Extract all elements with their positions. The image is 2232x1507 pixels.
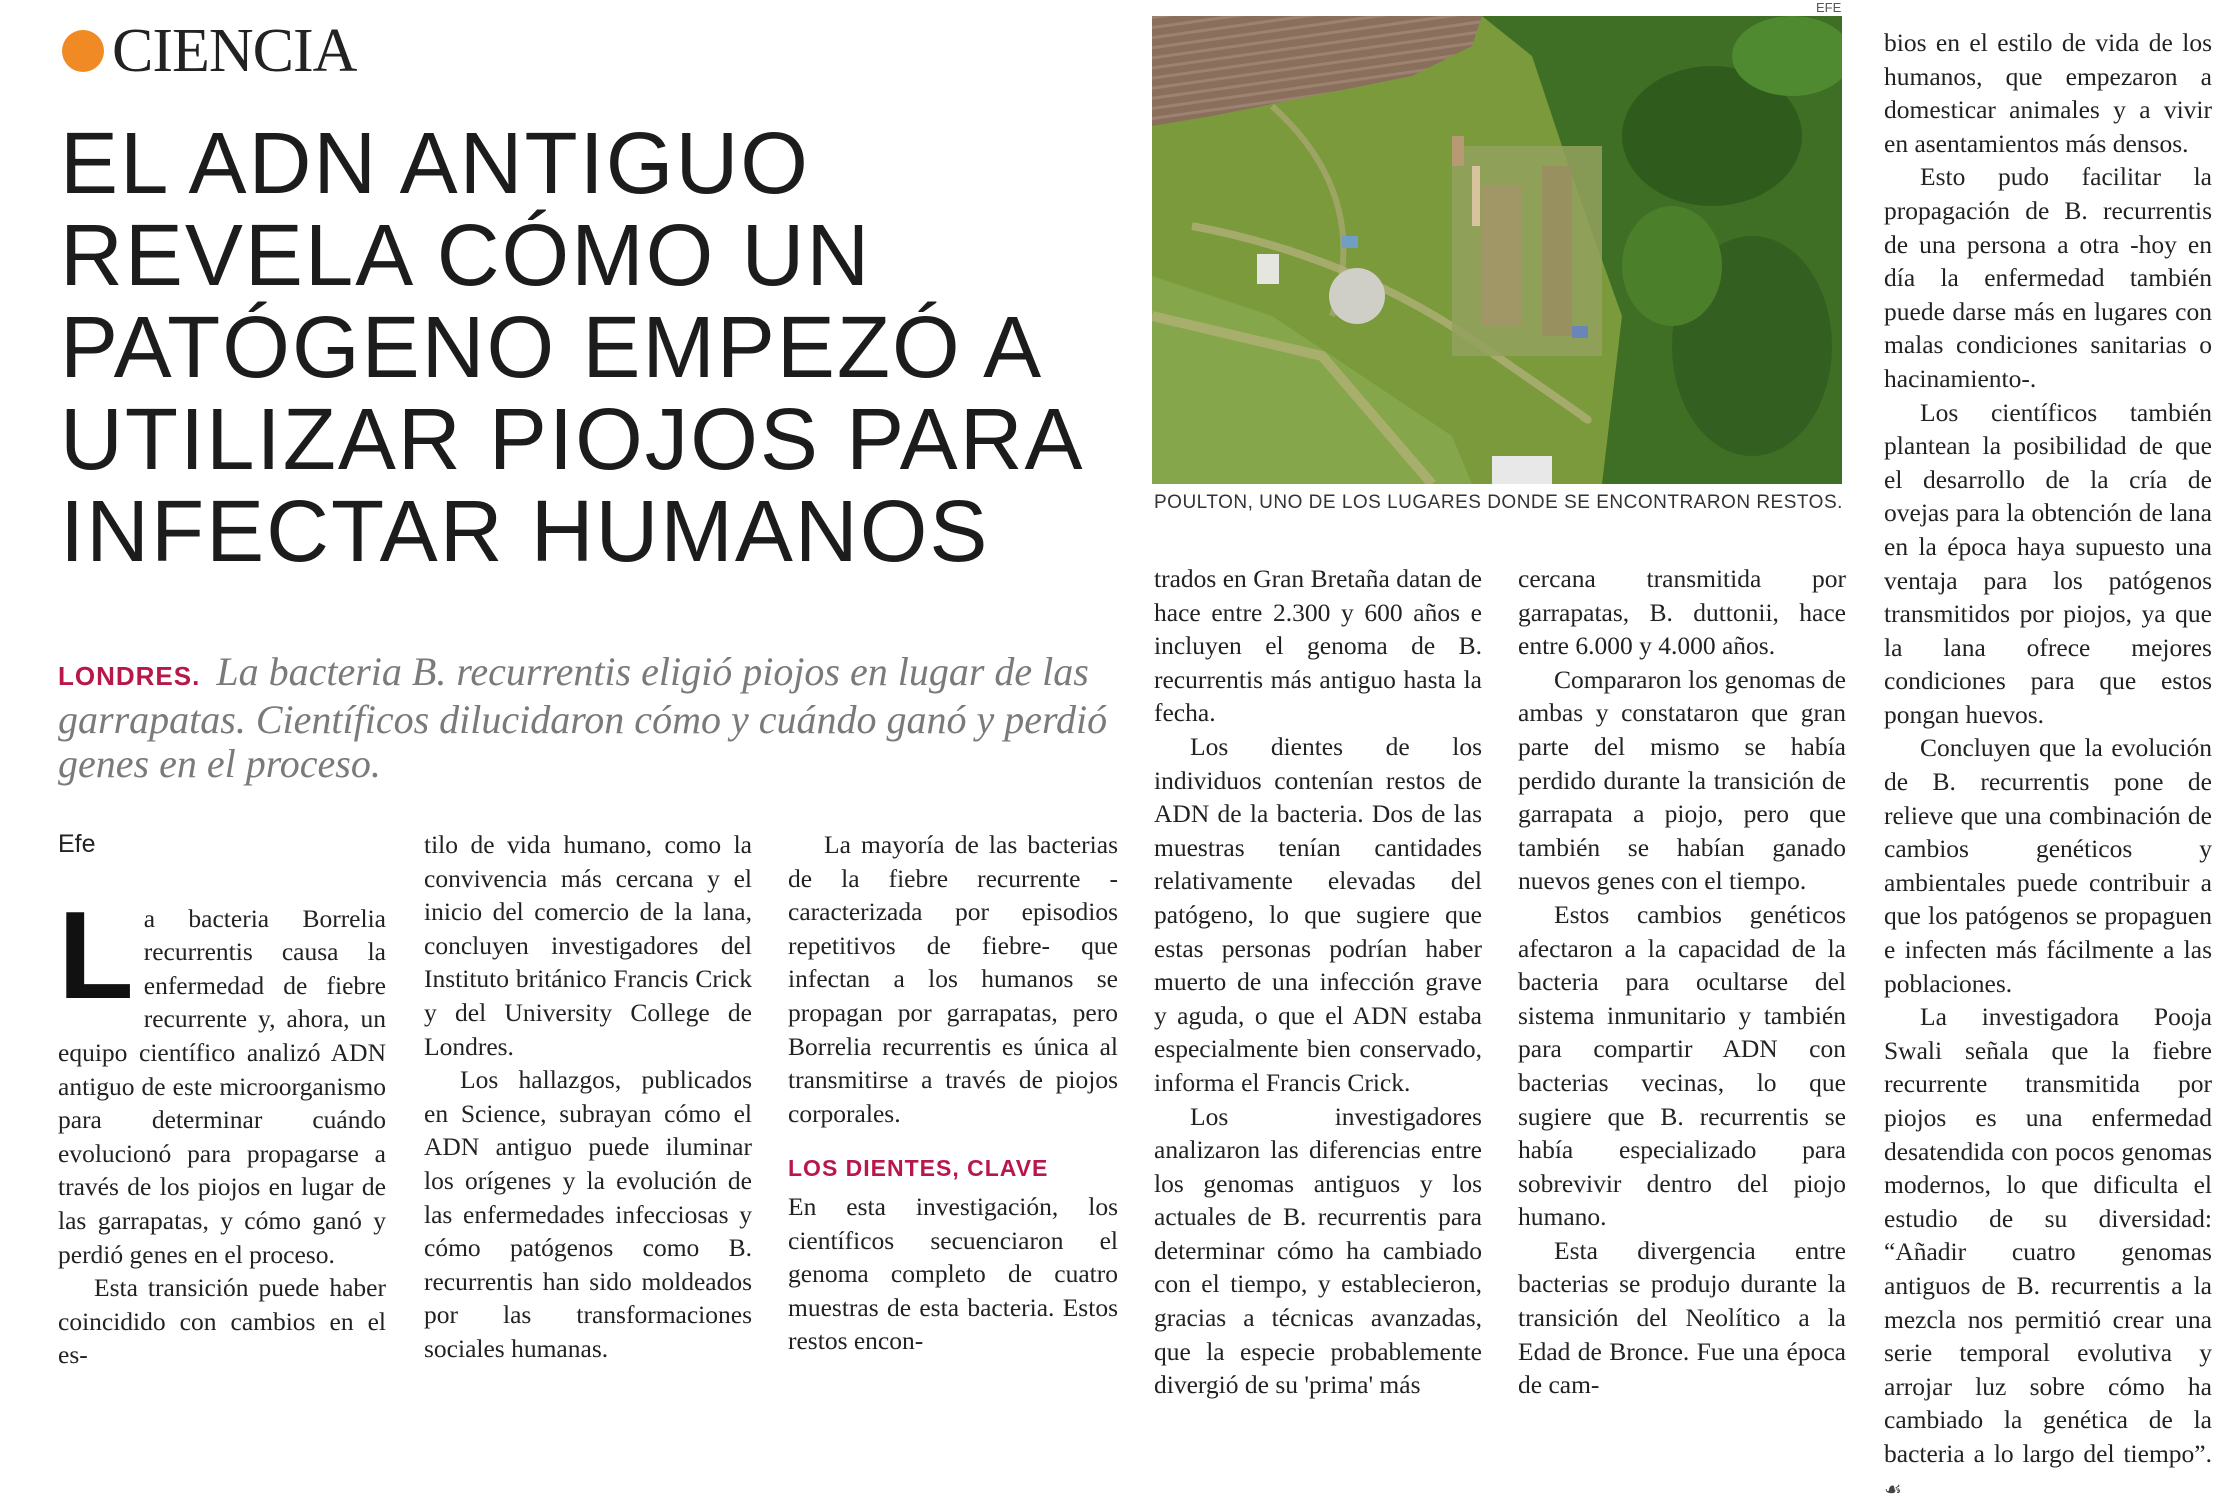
- article-paragraph: La mayoría de las bacterias de la fiebre recurrente -caracterizada por episodios repetitivos de fiebre- que infectan a los humanos se propagan por garrapatas, pero Borrelia recurrentis es única al transmitirse a través de piojos corporales.: [788, 830, 1118, 1128]
- headline-line: PATÓGENO EMPEZÓ A: [60, 299, 1044, 396]
- subheading: LOS DIENTES, CLAVE: [788, 1155, 1049, 1182]
- headline-line: EL ADN ANTIGUO: [60, 115, 810, 212]
- section-dot-icon: [62, 30, 104, 72]
- article-paragraph: Esta transición puede haber coincidido con cambios en el es-: [58, 1273, 386, 1370]
- byline: Efe: [58, 830, 96, 858]
- article-paragraph: Concluyen que la evolución de B. recurrentis pone de relieve que una combinación de cambios genéticos y ambientales puede contribuir a que los patógenos se propaguen e infecten más fácilmente a las poblaciones.: [1884, 733, 2212, 998]
- article-column-1: [58, 828, 386, 1372]
- article-paragraph: En esta investigación, los científicos secuenciaron el genoma completo de cuatro muestras de esta bacteria. Estos restos encon-: [788, 1191, 1118, 1356]
- drop-cap: L: [58, 886, 134, 1025]
- article-paragraph: [58, 886, 386, 1272]
- article-column-6: [1884, 26, 2212, 1507]
- article-column-2: [424, 828, 752, 1366]
- article-paragraph: Estos cambios genéticos afectaron a la capacidad de la bacteria para ocultarse del sistema inmunitario y también para compartir ADN con bacterias vecinas, lo que sugiere que B. recurrentis se había especializado para sobrevivir dentro del piojo humano.: [1518, 899, 1846, 1232]
- headline-line: INFECTAR HUMANOS: [60, 483, 990, 580]
- aerial-photo-image: [1152, 16, 1842, 484]
- article-paragraph: Los investigadores analizaron las diferencias entre los genomas antiguos y los actuales de B. recurrentis para determinar cómo ha cambiado con el tiempo, y establecieron, gracias a técnicas avanzadas, que la especie probablemente divergió de su 'prima' más: [1154, 1101, 1482, 1400]
- article-paragraph: [1884, 1000, 2212, 1507]
- section-tag: [62, 16, 356, 86]
- lede-text: La bacteria B. recurrentis eligió piojos en lugar de las garrapatas. Científicos dilucidaron cómo y cuándo ganó y perdió genes en el proceso.: [58, 649, 1108, 786]
- dateline-place: LONDRES.: [58, 661, 201, 691]
- paragraph-text: a bacteria Borrelia recurrentis causa la enfermedad de fiebre recurrente y, ahora, un equipo científico analizó ADN antiguo de este microorganismo para determinar cuándo evolucionó para propagarse a través de los piojos en lugar de las garrapatas, y cómo ganó y perdió genes en el proceso.: [58, 903, 386, 1269]
- article-paragraph: Los dientes de los individuos contenían restos de ADN de la bacteria. Dos de las muestras tenían cantidades relativamente elevadas del patógeno, lo que sugiere que estas personas podrían haber muerto de una infección grave y aguda, o que el ADN estaba especialmente bien conservado, informa el Francis Crick.: [1154, 731, 1482, 1097]
- article-paragraph: trados en Gran Bretaña datan de hace entre 2.300 y 600 años e incluyen el genoma de B. recurrentis más antiguo hasta la fecha.: [1154, 564, 1482, 728]
- article-column-5: [1518, 562, 1846, 1402]
- article-paragraph: Compararon los genomas de ambas y constataron que gran parte del mismo se había perdido durante la transición de garrapata a piojo, pero que también se habían ganado nuevos genes con el tiempo.: [1518, 664, 1846, 896]
- lede: [58, 650, 1123, 786]
- article-paragraph: Los hallazgos, publicados en Science, subrayan cómo el ADN antiguo puede iluminar los orígenes y la evolución de las enfermedades infecciosas y cómo patógenos como B. recurrentis han sido moldeados por las transformaciones sociales humanas.: [424, 1065, 752, 1363]
- article-paragraph: Los científicos también plantean la posibilidad de que el desarrollo de la cría de ovejas para la obtención de lana en la época haya supuesto una ventaja para los patógenos transmitidos por piojos, ya que la lana ofrece mejores condiciones para que estos pongan huevos.: [1884, 397, 2212, 729]
- paragraph-text: La investigadora Pooja Swali señala que la fiebre recurrente transmitida por piojos es una enfermedad desatendida con pocos genomas modernos, lo que dificulta el estudio de su diversidad: “Añadir cuatro genomas antiguos de B. recurrentis a la mezcla nos permitió crear una serie temporal evolutiva y arrojar luz sobre cómo ha cambiado la genética de la bacteria a lo largo del tiempo”.: [1884, 1002, 2212, 1468]
- article-column-3: [788, 828, 1118, 1358]
- headline-line: UTILIZAR PIOJOS PARA: [60, 391, 1085, 488]
- article-paragraph: cercana transmitida por garrapatas, B. duttonii, hace entre 6.000 y 4.000 años.: [1518, 564, 1846, 661]
- headline-line: REVELA CÓMO UN: [60, 207, 872, 304]
- article-paragraph: Esto pudo facilitar la propagación de B. recurrentis de una persona a otra -hoy en día la enfermedad también puede darse más en lugares con malas condiciones sanitarias o hacinamiento-.: [1884, 162, 2212, 393]
- section-label: CIENCIA: [112, 16, 357, 85]
- end-mark-icon: ☙: [1884, 1478, 1902, 1501]
- article-paragraph: Esta divergencia entre bacterias se produjo durante la transición del Neolítico a la Edad de Bronce. Fue una época de cam-: [1518, 1235, 1846, 1400]
- article-paragraph: bios en el estilo de vida de los humanos, que empezaron a domesticar animales y a vivir en asentamientos más densos.: [1884, 28, 2212, 158]
- headline: [60, 115, 1110, 580]
- photo-caption: POULTON, UNO DE LOS LUGARES DONDE SE ENCONTRARON RESTOS.: [1154, 492, 1843, 513]
- article-paragraph: tilo de vida humano, como la convivencia más cercana y el inicio del comercio de la lana, concluyen investigadores del Instituto británico Francis Crick y del University College de Londres.: [424, 830, 752, 1061]
- aerial-photo: [1152, 16, 1842, 484]
- photo-credit: EFE: [1816, 0, 1842, 15]
- article-column-4: [1154, 562, 1482, 1402]
